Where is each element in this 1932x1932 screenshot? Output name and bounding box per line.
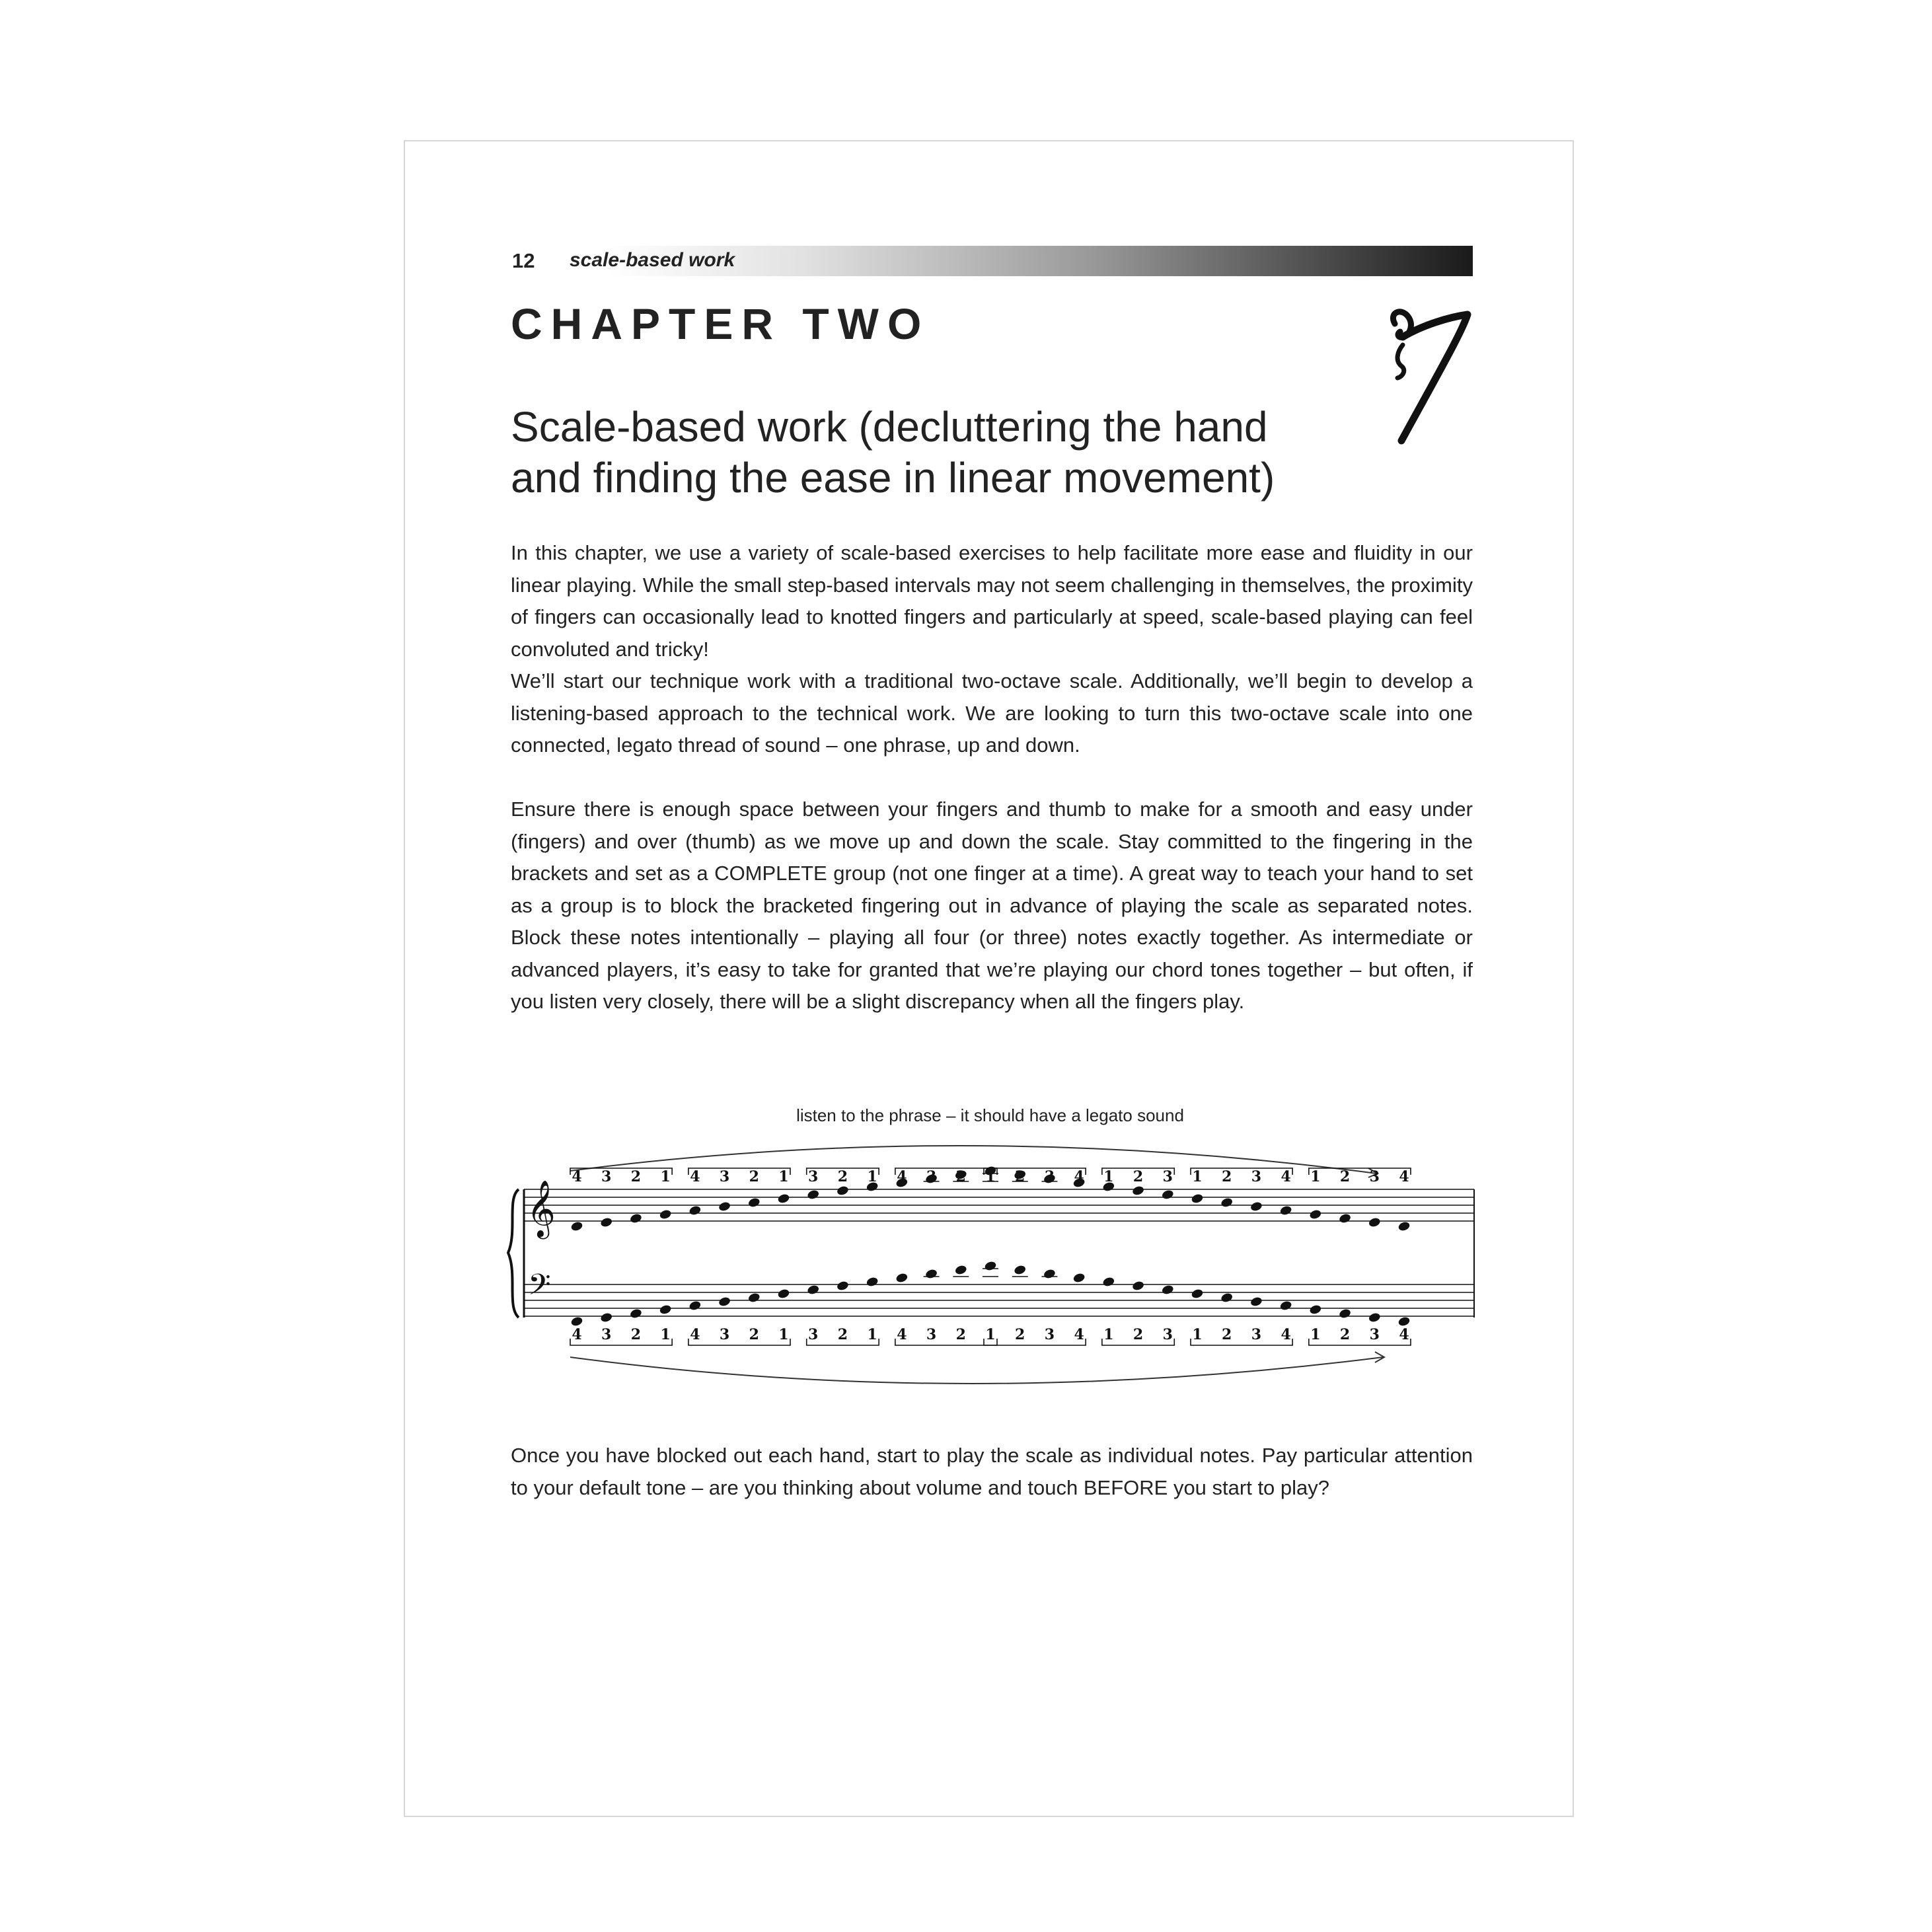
treble-note xyxy=(747,1197,761,1208)
bass-note xyxy=(954,1264,967,1275)
left-hand-fingering-number: 3 xyxy=(719,1326,730,1343)
left-hand-fingering-number: 2 xyxy=(749,1326,759,1343)
treble-note xyxy=(1132,1185,1145,1196)
bass-note xyxy=(1368,1312,1381,1323)
fingering-layer xyxy=(570,1168,1411,1345)
right-hand-fingering-number: 3 xyxy=(1251,1168,1262,1185)
right-hand-fingering-bracket xyxy=(895,1168,997,1175)
book-page xyxy=(404,140,1574,1817)
right-hand-fingering-number: 1 xyxy=(985,1168,996,1185)
right-hand-fingering-number: 4 xyxy=(572,1168,582,1185)
left-hand-fingering-number: 1 xyxy=(867,1326,877,1343)
bass-note xyxy=(688,1300,702,1311)
left-hand-fingering-bracket xyxy=(570,1339,672,1345)
right-hand-fingering-number: 2 xyxy=(1339,1168,1351,1185)
right-hand-fingering-number: 3 xyxy=(601,1168,612,1185)
left-hand-fingering-bracket xyxy=(984,1339,1086,1345)
bass-note xyxy=(866,1276,879,1287)
left-hand-fingering-number: 3 xyxy=(1369,1326,1380,1343)
chapter-numeral-icon xyxy=(1383,305,1475,451)
treble-note xyxy=(1279,1205,1292,1216)
left-hand-fingering-number: 4 xyxy=(1074,1326,1084,1343)
left-hand-fingering-number: 4 xyxy=(572,1326,582,1343)
bass-note xyxy=(836,1280,849,1291)
left-hand-fingering-number: 3 xyxy=(1251,1326,1262,1343)
treble-note xyxy=(570,1220,583,1232)
treble-note xyxy=(1339,1212,1352,1224)
left-hand-fingering-bracket xyxy=(1309,1339,1411,1345)
right-hand-fingering-number: 1 xyxy=(1192,1168,1203,1185)
bass-note xyxy=(984,1260,997,1271)
right-hand-fingering-number: 3 xyxy=(808,1168,819,1185)
left-hand-fingering-number: 3 xyxy=(1044,1326,1055,1343)
right-hand-fingering-bracket xyxy=(984,1168,1086,1175)
right-hand-fingering-number: 3 xyxy=(1044,1168,1055,1185)
left-hand-fingering-number: 1 xyxy=(660,1326,671,1343)
left-hand-fingering-number: 2 xyxy=(1015,1326,1025,1343)
bass-note xyxy=(1043,1268,1056,1279)
right-hand-fingering-number: 4 xyxy=(1074,1168,1084,1185)
left-hand-fingering-number: 1 xyxy=(985,1326,996,1343)
bass-note xyxy=(600,1312,613,1323)
left-hand-fingering-number: 1 xyxy=(778,1326,789,1343)
treble-note xyxy=(1220,1197,1234,1208)
treble-note xyxy=(688,1205,702,1216)
right-hand-fingering-number: 4 xyxy=(690,1168,700,1185)
left-hand-fingering-number: 2 xyxy=(1339,1326,1351,1343)
score-caption: listen to the phrase – it should have a legato sound xyxy=(796,1105,1184,1125)
right-hand-fingering-number: 3 xyxy=(1369,1168,1380,1185)
treble-note xyxy=(807,1189,820,1200)
bass-note xyxy=(925,1268,938,1279)
right-hand-fingering-number: 2 xyxy=(955,1168,966,1185)
right-hand-fingering-number: 1 xyxy=(867,1168,877,1185)
right-hand-fingering-number: 2 xyxy=(630,1168,642,1185)
left-hand-fingering-number: 3 xyxy=(1162,1326,1173,1343)
bass-note xyxy=(1072,1272,1086,1283)
right-hand-fingering-number: 4 xyxy=(1399,1168,1409,1185)
bass-note xyxy=(629,1308,642,1319)
treble-note xyxy=(836,1185,849,1196)
left-hand-fingering-number: 1 xyxy=(1103,1326,1114,1343)
treble-note xyxy=(1368,1216,1381,1228)
bass-note xyxy=(1279,1300,1292,1311)
bass-note xyxy=(718,1296,731,1307)
right-hand-fingering-number: 3 xyxy=(926,1168,937,1185)
right-hand-fingering-number: 2 xyxy=(1015,1168,1025,1185)
treble-clef-icon: 𝄞 xyxy=(527,1180,556,1237)
running-header xyxy=(512,246,1473,276)
right-hand-fingering-number: 1 xyxy=(778,1168,789,1185)
bass-note xyxy=(1014,1264,1027,1275)
body-paragraph-3: Ensure there is enough space between your fingers and thumb to make for a smooth and easy under (fingers) and over (thumb) as we move up and down the scale. Stay committed to the fingering in the brackets and set as a COMPLETE group (not one finger at a time). A great way to teach your hand to set as a group is to block the bracketed fingering out in advance of playing the scale as separated notes. Block these notes intentionally – playing all four (or three) notes exactly together. As intermediate or advanced players, it’s easy to take for granted that we’re playing our chord tones together – but often, if you listen very closely, there will be a slight discrepancy when all the fingers play. xyxy=(511,798,1473,1013)
right-hand-fingering-number: 2 xyxy=(1222,1168,1232,1185)
treble-note xyxy=(1161,1189,1174,1200)
treble-note xyxy=(777,1193,790,1204)
running-head-title: scale-based work xyxy=(570,249,735,271)
left-hand-fingering-number: 2 xyxy=(1133,1326,1144,1343)
treble-note xyxy=(1397,1220,1411,1232)
right-hand-fingering-number: 1 xyxy=(1310,1168,1321,1185)
right-hand-fingering-bracket xyxy=(1191,1168,1292,1175)
right-hand-fingering-number: 4 xyxy=(897,1168,907,1185)
bass-note xyxy=(1102,1276,1115,1287)
left-hand-fingering-number: 2 xyxy=(1222,1326,1232,1343)
treble-note xyxy=(600,1216,613,1228)
left-hand-fingering-number: 4 xyxy=(1281,1326,1291,1343)
bass-note xyxy=(1249,1296,1263,1307)
right-hand-fingering-number: 2 xyxy=(749,1168,759,1185)
right-hand-fingering-number: 3 xyxy=(1162,1168,1173,1185)
treble-note xyxy=(1249,1201,1263,1212)
chapter-title xyxy=(511,402,1370,503)
bass-note xyxy=(895,1272,909,1283)
left-hand-fingering-bracket xyxy=(1191,1339,1292,1345)
chapter-label: CHAPTER TWO xyxy=(511,299,930,348)
right-hand-fingering-number: 1 xyxy=(1103,1168,1114,1185)
right-hand-fingering-number: 3 xyxy=(719,1168,730,1185)
left-hand-fingering-number: 3 xyxy=(808,1326,819,1343)
bass-note xyxy=(777,1288,790,1299)
left-hand-fingering-number: 3 xyxy=(601,1326,612,1343)
treble-note xyxy=(1309,1208,1322,1220)
bass-note xyxy=(1161,1284,1174,1295)
treble-note xyxy=(1191,1193,1204,1204)
left-hand-fingering-bracket xyxy=(895,1339,997,1345)
left-hand-fingering-number: 2 xyxy=(630,1326,642,1343)
bass-note xyxy=(1191,1288,1204,1299)
left-hand-fingering-number: 1 xyxy=(1310,1326,1321,1343)
right-hand-fingering-number: 2 xyxy=(837,1168,848,1185)
chapter-title-line-1: Scale-based work (decluttering the hand xyxy=(511,403,1268,451)
right-hand-fingering-number: 4 xyxy=(1281,1168,1291,1185)
bass-note xyxy=(570,1316,583,1327)
left-hand-fingering-number: 2 xyxy=(837,1326,848,1343)
left-hand-fingering-number: 4 xyxy=(690,1326,700,1343)
body-paragraph-2: We’ll start our technique work with a traditional two-octave scale. Additionally, we’ll begin to develop a listening-based approach to the technical work. We are looking to turn this two-octave scale into one connected, legato thread of sound – one phrase, up and down. xyxy=(511,669,1473,757)
bass-note xyxy=(1220,1292,1234,1303)
body-paragraph-1: In this chapter, we use a variety of scale-based exercises to help facilitate more ease and fluidity in our linear playing. While the small step-based intervals may not seem challenging in themselves, the proximity of fingers can occasionally lead to knotted fingers and particularly at speed, scale-based playing can feel convoluted and tricky! xyxy=(511,541,1473,661)
treble-note xyxy=(659,1208,672,1220)
right-hand-fingering-number: 2 xyxy=(1133,1168,1144,1185)
treble-note xyxy=(629,1212,642,1224)
right-hand-fingering-bracket xyxy=(688,1168,790,1175)
chapter-title-line-2: and finding the ease in linear movement) xyxy=(511,454,1275,502)
left-hand-fingering-number: 1 xyxy=(1192,1326,1203,1343)
left-hand-fingering-number: 2 xyxy=(955,1326,966,1343)
lower-phrase-arc xyxy=(570,1357,1383,1384)
left-hand-fingering-bracket xyxy=(688,1339,790,1345)
system-brace xyxy=(508,1189,519,1318)
page-number: 12 xyxy=(512,249,535,272)
bass-note xyxy=(1397,1316,1411,1327)
bass-note xyxy=(807,1284,820,1295)
body-paragraph-4: Once you have blocked out each hand, start to play the scale as individual notes. Pay particular attention to your default tone – are you thinking about volume and touch BEFORE you start to play? xyxy=(511,1444,1473,1499)
bass-note xyxy=(1132,1280,1145,1291)
bass-clef-icon: 𝄢 xyxy=(528,1267,551,1309)
right-hand-fingering-number: 1 xyxy=(660,1168,671,1185)
bass-note xyxy=(747,1292,761,1303)
bass-note xyxy=(659,1304,672,1315)
treble-note xyxy=(718,1201,731,1212)
left-hand-fingering-number: 4 xyxy=(1399,1326,1409,1343)
bass-note xyxy=(1339,1308,1352,1319)
left-hand-fingering-number: 4 xyxy=(897,1326,907,1343)
bass-note xyxy=(1309,1304,1322,1315)
left-hand-fingering-number: 3 xyxy=(926,1326,937,1343)
music-score xyxy=(504,1126,1482,1403)
